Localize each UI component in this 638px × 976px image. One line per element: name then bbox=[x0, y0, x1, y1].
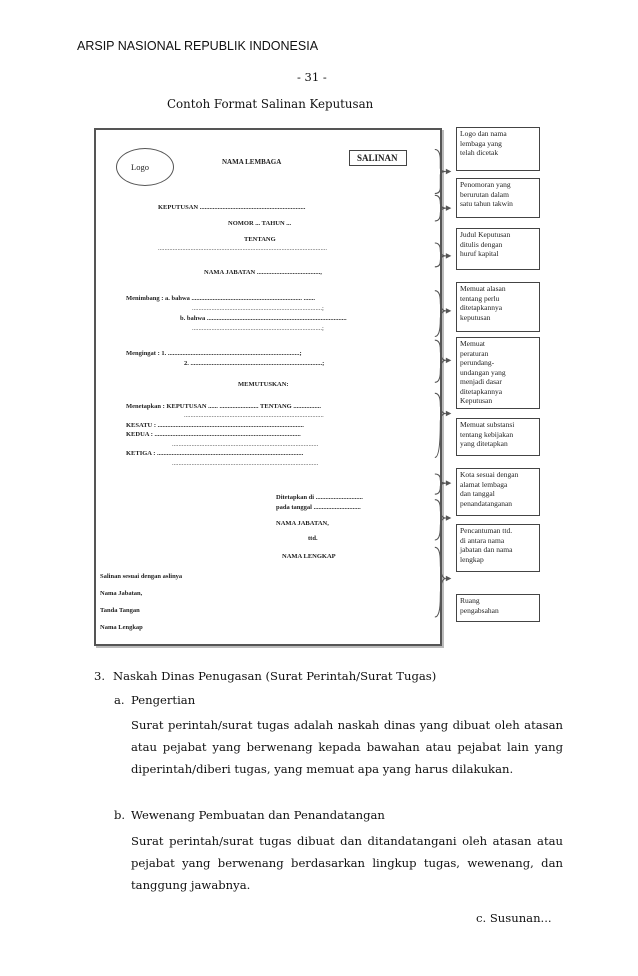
keputusan-line: KEPUTUSAN ................................................................. bbox=[158, 204, 306, 211]
sub-a-label: a. bbox=[114, 693, 125, 707]
nama-lengkap-bottom: Nama Lengkap bbox=[100, 624, 143, 631]
sub-b-title: Wewenang Pembuatan dan Penandatangan bbox=[131, 808, 385, 822]
callout-pengabsahan: Ruang pengabsahan bbox=[456, 594, 540, 622]
callout-peraturan: Memuat peraturan perundang- undangan yang menjadi dasar ditetapkannya Keputusan bbox=[456, 337, 540, 409]
ketiga-cont: .......................................................................................... bbox=[172, 460, 319, 467]
nama-jabatan-bottom: Nama Jabatan, bbox=[100, 590, 143, 597]
tentang-dots: ........................................................................................................ bbox=[158, 245, 327, 252]
nama-lengkap-sign: NAMA LENGKAP bbox=[282, 553, 336, 560]
callout-judul: Judul Keputusan ditulis dengan huruf kapital bbox=[456, 228, 540, 270]
kedua-cont: .......................................................................................... bbox=[172, 441, 319, 448]
kedua: KEDUA : .......................................................................................... bbox=[126, 431, 301, 438]
memutuskan: MEMUTUSKAN: bbox=[238, 381, 289, 388]
nomor-line: NOMOR ... TAHUN ... bbox=[228, 220, 292, 227]
section3-number: 3. bbox=[94, 669, 106, 683]
logo-placeholder bbox=[116, 148, 174, 186]
callout-kota: Kota sesuai dengan alamat lembaga dan tanggal penandatanganan bbox=[456, 468, 540, 516]
nama-jabatan-sign: NAMA JABATAN, bbox=[276, 520, 329, 527]
callout-logo: Logo dan nama lembaga yang telah dicetak bbox=[456, 127, 540, 171]
ditetapkan-di: Ditetapkan di ............................. bbox=[276, 494, 363, 501]
menetapkan-cont: ...................................................................................... bbox=[184, 412, 324, 419]
salinan-sesuai: Salinan sesuai dengan aslinya bbox=[100, 573, 183, 580]
menimbang-b: b. bahwa ...................................................................................... bbox=[180, 315, 347, 322]
document-template-frame bbox=[94, 128, 442, 646]
callout-ttd: Pencantuman ttd. di antara nama jabatan dan nama lengkap bbox=[456, 524, 540, 572]
menimbang-b-cont: ................................................................................; bbox=[192, 325, 324, 332]
callout-alasan: Memuat alasan tentang perlu ditetapkannya keputusan bbox=[456, 282, 540, 332]
page-number: - 31 - bbox=[297, 70, 327, 84]
callout-penomoran: Penomoran yang berurutan dalam satu tahun takwin bbox=[456, 178, 540, 218]
logo-label: Logo bbox=[131, 162, 149, 172]
pada-tanggal: pada tanggal ............................. bbox=[276, 504, 361, 511]
mengingat-2: 2. .................................................................................; bbox=[184, 360, 325, 367]
callout-braces bbox=[433, 126, 455, 646]
callout-substansi: Memuat substansi tentang kebijakan yang ditetapkan bbox=[456, 418, 540, 456]
mengingat-1: Mengingat : 1. .................................................................................; bbox=[126, 350, 302, 357]
section3-title: Naskah Dinas Penugasan (Surat Perintah/Surat Tugas) bbox=[113, 669, 437, 683]
sub-a-title: Pengertian bbox=[131, 693, 196, 707]
figure-title: Contoh Format Salinan Keputusan bbox=[167, 97, 374, 111]
tanda-tangan: Tanda Tangan bbox=[100, 607, 140, 614]
nama-jabatan-line: NAMA JABATAN ......................................., bbox=[204, 269, 322, 276]
nama-lembaga: NAMA LEMBAGA bbox=[222, 158, 282, 166]
sub-a-text: Surat perintah/surat tugas adalah naskah dinas yang dibuat oleh atasan atau pejabat yang berwenang kepada bawahan atau pejabat lain yang diperintah/diberi tugas, yang memuat apa yang harus dilakukan. bbox=[131, 718, 563, 776]
menimbang-a: Menimbang : a. bahwa .................................................................... ....... bbox=[126, 295, 316, 302]
sub-b-label: b. bbox=[114, 808, 126, 822]
menimbang-a-cont: ................................................................................; bbox=[192, 305, 324, 312]
header-org: ARSIP NASIONAL REPUBLIK INDONESIA bbox=[77, 39, 319, 53]
ketiga: KETIGA : .......................................................................................... bbox=[126, 450, 304, 457]
ttd: ttd. bbox=[308, 535, 318, 542]
sub-b-text: Surat perintah/surat tugas dibuat dan ditandatangani oleh atasan atau pejabat yang berwenang berdasarkan lingkup tugas, wewenang, dan tanggung jawabnya. bbox=[131, 834, 563, 892]
salinan-stamp bbox=[349, 150, 407, 166]
tentang-line: TENTANG bbox=[244, 236, 276, 243]
menetapkan: Menetapkan : KEPUTUSAN ...... ........................ TENTANG ................. bbox=[126, 403, 321, 410]
footer-next: c. Susunan... bbox=[476, 911, 552, 925]
salinan-label: SALINAN bbox=[357, 153, 398, 163]
kesatu: KESATU : .......................................................................................... bbox=[126, 422, 304, 429]
